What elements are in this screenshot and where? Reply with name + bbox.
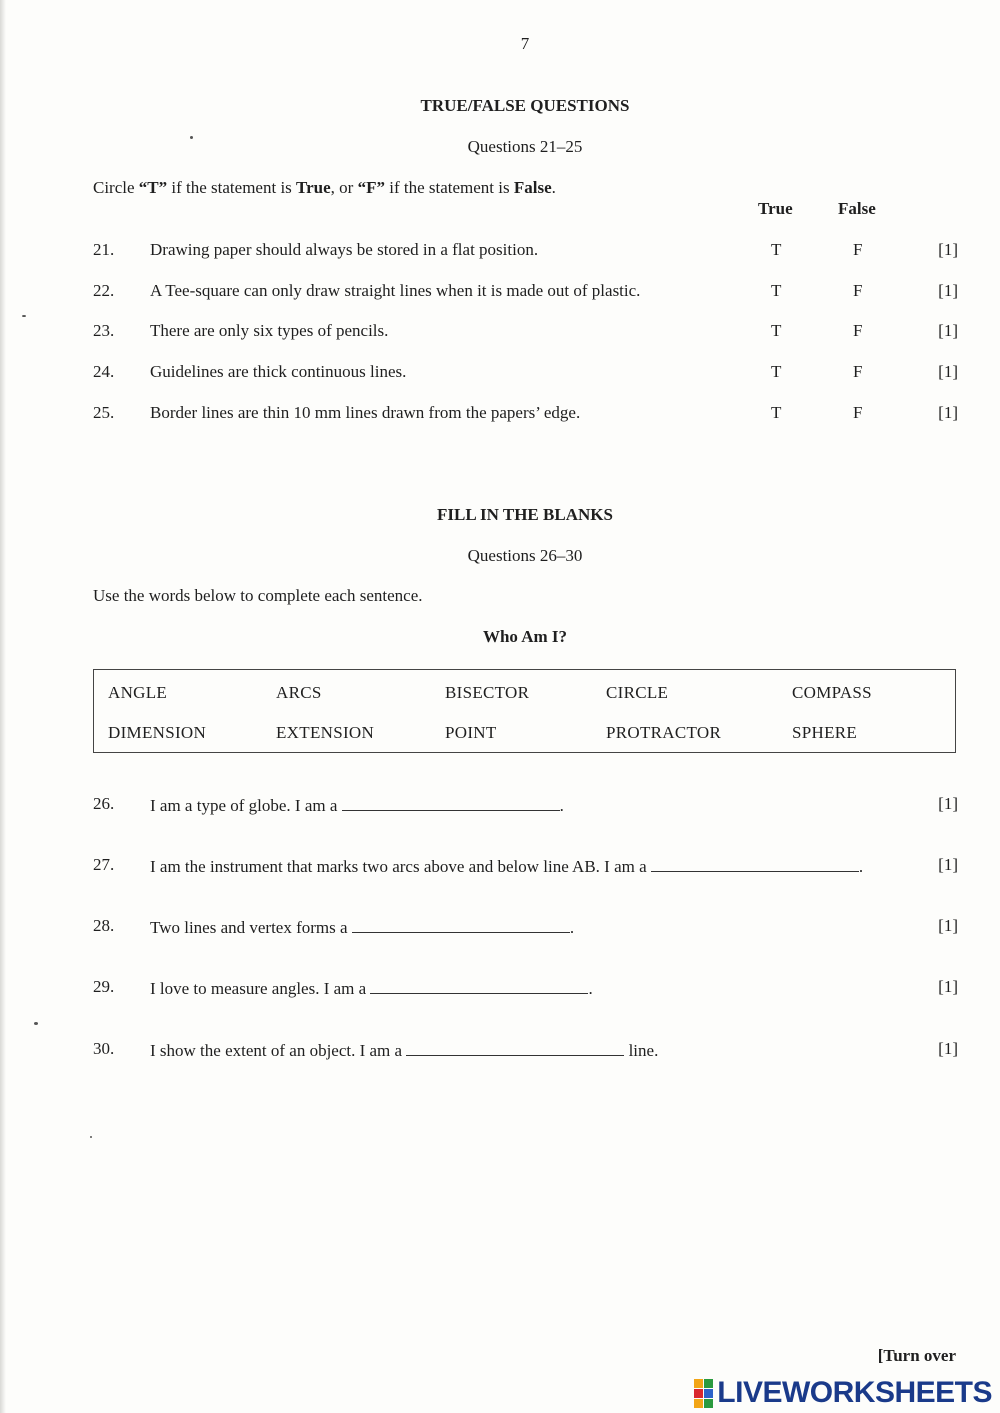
- question-number: 26.: [93, 794, 115, 813]
- tf-instruction-part: .: [551, 178, 556, 197]
- question-text: There are only six types of pencils.: [150, 321, 389, 340]
- question-text-after: .: [588, 979, 593, 998]
- question-marks: [1]: [938, 362, 958, 381]
- question-marks: [1]: [938, 855, 958, 874]
- question-text: Border lines are thin 10 mm lines drawn from the papers’ edge.: [150, 403, 581, 422]
- answer-blank[interactable]: [352, 916, 570, 933]
- liveworksheets-grid-icon: [694, 1379, 717, 1408]
- logo-grid-square: [694, 1389, 703, 1398]
- col-header-false: False: [838, 199, 876, 218]
- tf-instruction-part: if the statement is: [167, 178, 297, 197]
- question-marks: [1]: [938, 794, 958, 813]
- fib-question-row: [93, 1039, 958, 1063]
- question-number: 30.: [93, 1039, 115, 1058]
- question-text: Drawing paper should always be stored in a flat position.: [150, 240, 539, 259]
- word-bank-item: POINT: [445, 723, 497, 742]
- word-bank-item: ANGLE: [108, 683, 168, 702]
- tf-instruction-part: , or: [330, 178, 358, 197]
- fib-question-row: [93, 794, 958, 818]
- question-text: Guidelines are thick continuous lines.: [150, 362, 407, 381]
- answer-blank[interactable]: [651, 855, 859, 872]
- logo-grid-square: [694, 1399, 703, 1408]
- tf-question-row: [93, 403, 958, 427]
- question-text: [150, 977, 593, 999]
- question-marks: [1]: [938, 1039, 958, 1058]
- tf-question-row: [93, 240, 958, 264]
- false-option[interactable]: F: [853, 362, 863, 381]
- question-number: 25.: [93, 403, 115, 422]
- tf-section-title: TRUE/FALSE QUESTIONS: [420, 96, 630, 115]
- word-bank-box: [93, 669, 956, 753]
- tf-instruction-emph: True: [296, 178, 331, 197]
- question-marks: [1]: [938, 281, 958, 300]
- question-number: 28.: [93, 916, 115, 935]
- false-option[interactable]: F: [853, 321, 863, 340]
- scan-speck: [90, 1136, 92, 1138]
- tf-instruction-emph: “F”: [357, 178, 385, 197]
- scan-speck: [190, 136, 193, 139]
- question-text: [150, 1039, 658, 1061]
- word-bank-item: CIRCLE: [606, 683, 669, 702]
- tf-instruction: [93, 178, 556, 198]
- question-text-after: .: [569, 918, 575, 937]
- question-text: [150, 794, 564, 816]
- question-number: 29.: [93, 977, 115, 996]
- fib-section-title: FILL IN THE BLANKS: [437, 505, 613, 524]
- word-bank-item: SPHERE: [792, 723, 858, 742]
- tf-instruction-part: if the statement is: [384, 178, 514, 197]
- question-marks: [1]: [938, 321, 958, 340]
- question-text: [150, 916, 574, 938]
- true-option[interactable]: T: [771, 321, 782, 340]
- question-text-before: I am the instrument that marks two arcs above and below line AB. I am a: [150, 857, 651, 876]
- false-option[interactable]: F: [853, 281, 863, 300]
- word-bank-item: COMPASS: [792, 683, 872, 702]
- false-option[interactable]: F: [853, 403, 863, 422]
- question-text-before: Two lines and vertex forms a: [150, 918, 352, 937]
- question-marks: [1]: [938, 977, 958, 996]
- liveworksheets-wordmark: LIVEWORKSHEETS: [717, 1376, 992, 1409]
- tf-question-row: [93, 321, 958, 345]
- liveworksheets-logo: [694, 1376, 992, 1410]
- tf-instruction-part: Circle: [93, 178, 139, 197]
- question-marks: [1]: [938, 916, 958, 935]
- fib-question-row: [93, 977, 958, 1001]
- answer-blank[interactable]: [342, 794, 560, 811]
- word-bank-item: PROTRACTOR: [606, 723, 722, 742]
- question-number: 21.: [93, 240, 115, 259]
- word-bank-item: ARCS: [276, 683, 322, 702]
- question-text-before: I show the extent of an object. I am a: [150, 1041, 407, 1060]
- col-header-true: True: [758, 199, 793, 218]
- fib-question-row: [93, 855, 958, 879]
- answer-blank[interactable]: [370, 977, 588, 994]
- question-text-before: I am a type of globe. I am a: [150, 796, 342, 815]
- true-option[interactable]: T: [771, 240, 782, 259]
- page-number: 7: [520, 34, 530, 53]
- logo-grid-square: [704, 1389, 713, 1398]
- scan-speck: [22, 315, 26, 317]
- logo-grid-square: [704, 1399, 713, 1408]
- question-text: A Tee-square can only draw straight lines when it is made out of plastic.: [150, 281, 641, 300]
- word-box-title: Who Am I?: [482, 627, 568, 646]
- tf-section-subtitle: Questions 21–25: [467, 137, 583, 156]
- question-number: 24.: [93, 362, 115, 381]
- word-bank-item: EXTENSION: [276, 723, 375, 742]
- true-option[interactable]: T: [771, 403, 782, 422]
- true-option[interactable]: T: [771, 281, 782, 300]
- false-option[interactable]: F: [853, 240, 863, 259]
- question-marks: [1]: [938, 240, 958, 259]
- question-text-before: I love to measure angles. I am a: [150, 979, 371, 998]
- question-number: 27.: [93, 855, 115, 874]
- question-text-after: .: [559, 796, 564, 815]
- logo-grid-square: [704, 1379, 713, 1388]
- tf-question-row: [93, 362, 958, 386]
- logo-grid-square: [694, 1379, 703, 1388]
- word-bank-item: BISECTOR: [445, 683, 530, 702]
- answer-blank[interactable]: [406, 1039, 624, 1056]
- question-marks: [1]: [938, 403, 958, 422]
- question-text-after: .: [858, 857, 864, 876]
- tf-question-row: [93, 281, 958, 305]
- question-text: [150, 855, 863, 877]
- fib-question-row: [93, 916, 958, 940]
- question-text-after: line.: [624, 1041, 659, 1060]
- tf-instruction-emph: False: [513, 178, 552, 197]
- turn-over-note: [Turn over: [877, 1346, 956, 1365]
- question-number: 22.: [93, 281, 115, 300]
- tf-instruction-emph: “T”: [138, 178, 168, 197]
- word-bank-item: DIMENSION: [108, 723, 207, 742]
- fib-instruction: Use the words below to complete each sentence.: [93, 586, 423, 605]
- question-number: 23.: [93, 321, 115, 340]
- true-option[interactable]: T: [771, 362, 782, 381]
- page-edge-shadow: [0, 0, 6, 1413]
- scan-speck: [34, 1022, 38, 1025]
- fib-section-subtitle: Questions 26–30: [467, 546, 583, 565]
